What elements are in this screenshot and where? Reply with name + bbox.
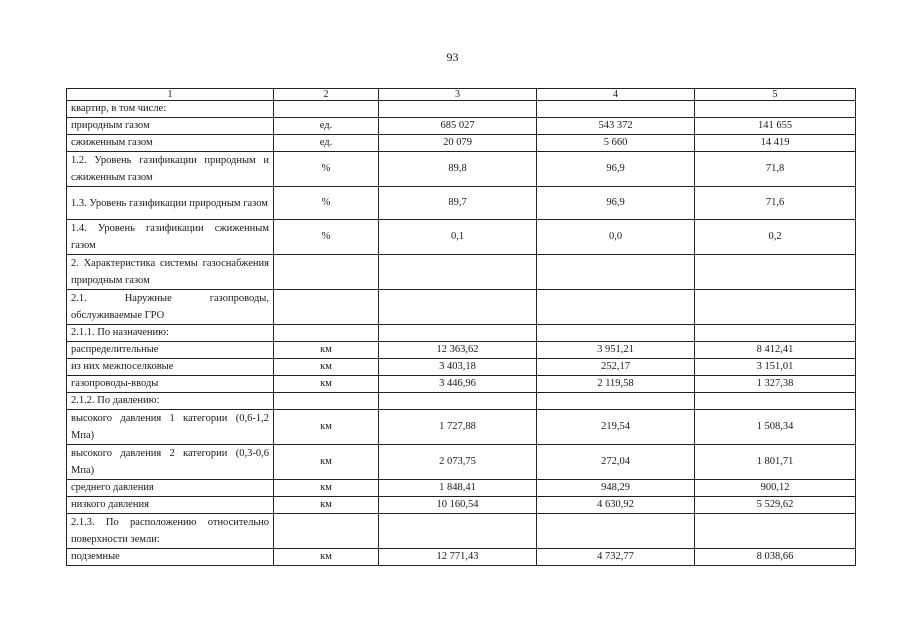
value-cell-col5: 71,8 bbox=[695, 152, 856, 187]
table-row bbox=[67, 514, 856, 549]
table-row bbox=[67, 445, 856, 480]
unit-cell: км bbox=[274, 445, 379, 480]
value-cell-col4: 252,17 bbox=[537, 359, 695, 376]
value-cell-col3: 1 848,41 bbox=[379, 480, 537, 497]
unit-cell: км bbox=[274, 359, 379, 376]
row-label-cell: 2.1.3. По расположению относительно поверхности земли: bbox=[67, 514, 274, 549]
value-cell-col3: 89,7 bbox=[379, 187, 537, 220]
table-row bbox=[67, 359, 856, 376]
value-cell-col3: 3 403,18 bbox=[379, 359, 537, 376]
value-cell-col4: 5 660 bbox=[537, 135, 695, 152]
row-label-cell: подземные bbox=[67, 549, 274, 566]
unit-cell: км bbox=[274, 410, 379, 445]
value-cell-col4 bbox=[537, 393, 695, 410]
table-row bbox=[67, 342, 856, 359]
unit-cell bbox=[274, 514, 379, 549]
row-label-cell: 2.1.2. По давлению: bbox=[67, 393, 274, 410]
value-cell-col4: 219,54 bbox=[537, 410, 695, 445]
value-cell-col5 bbox=[695, 514, 856, 549]
table-header-row bbox=[67, 89, 856, 101]
value-cell-col5 bbox=[695, 325, 856, 342]
row-label-cell: среднего давления bbox=[67, 480, 274, 497]
unit-cell: км bbox=[274, 480, 379, 497]
unit-cell bbox=[274, 101, 379, 118]
table-row bbox=[67, 290, 856, 325]
table-row bbox=[67, 480, 856, 497]
row-label-cell: сжиженным газом bbox=[67, 135, 274, 152]
value-cell-col4 bbox=[537, 255, 695, 290]
value-cell-col5: 3 151,01 bbox=[695, 359, 856, 376]
value-cell-col4: 96,9 bbox=[537, 152, 695, 187]
data-table bbox=[66, 88, 856, 566]
row-label-cell: высокого давления 1 категории (0,6-1,2 Мпа) bbox=[67, 410, 274, 445]
table-row bbox=[67, 135, 856, 152]
table-row bbox=[67, 152, 856, 187]
value-cell-col3 bbox=[379, 325, 537, 342]
value-cell-col5 bbox=[695, 290, 856, 325]
unit-cell: ед. bbox=[274, 118, 379, 135]
table-row bbox=[67, 549, 856, 566]
value-cell-col5 bbox=[695, 393, 856, 410]
table-row bbox=[67, 118, 856, 135]
unit-cell bbox=[274, 255, 379, 290]
value-cell-col4: 3 951,21 bbox=[537, 342, 695, 359]
value-cell-col5: 71,6 bbox=[695, 187, 856, 220]
value-cell-col4 bbox=[537, 290, 695, 325]
table-row bbox=[67, 101, 856, 118]
unit-cell bbox=[274, 290, 379, 325]
value-cell-col4: 96,9 bbox=[537, 187, 695, 220]
value-cell-col3: 89,8 bbox=[379, 152, 537, 187]
row-label-cell: 1.2. Уровень газификации природным и сжиженным газом bbox=[67, 152, 274, 187]
value-cell-col4: 2 119,58 bbox=[537, 376, 695, 393]
table-row bbox=[67, 220, 856, 255]
page-number: 93 bbox=[446, 50, 459, 64]
value-cell-col5: 8 412,41 bbox=[695, 342, 856, 359]
unit-cell: % bbox=[274, 152, 379, 187]
value-cell-col3 bbox=[379, 255, 537, 290]
value-cell-col3 bbox=[379, 514, 537, 549]
value-cell-col5: 141 655 bbox=[695, 118, 856, 135]
row-label-cell: высокого давления 2 категории (0,3-0,6 Мпа) bbox=[67, 445, 274, 480]
value-cell-col3: 12 363,62 bbox=[379, 342, 537, 359]
value-cell-col4 bbox=[537, 101, 695, 118]
unit-cell: % bbox=[274, 187, 379, 220]
value-cell-col3: 10 160,54 bbox=[379, 497, 537, 514]
value-cell-col4: 272,04 bbox=[537, 445, 695, 480]
unit-cell: ед. bbox=[274, 135, 379, 152]
unit-cell bbox=[274, 393, 379, 410]
row-label-cell: низкого давления bbox=[67, 497, 274, 514]
value-cell-col3: 2 073,75 bbox=[379, 445, 537, 480]
table-row bbox=[67, 255, 856, 290]
row-label-cell: 2. Характеристика системы газоснабжения природным газом bbox=[67, 255, 274, 290]
row-label-cell: газопроводы-вводы bbox=[67, 376, 274, 393]
header-cell-3: 3 bbox=[379, 89, 537, 101]
value-cell-col5 bbox=[695, 101, 856, 118]
value-cell-col4: 543 372 bbox=[537, 118, 695, 135]
row-label-cell: природным газом bbox=[67, 118, 274, 135]
table-row bbox=[67, 410, 856, 445]
value-cell-col3 bbox=[379, 393, 537, 410]
value-cell-col3: 685 027 bbox=[379, 118, 537, 135]
row-label-cell: 1.4. Уровень газификации сжиженным газом bbox=[67, 220, 274, 255]
value-cell-col5: 1 801,71 bbox=[695, 445, 856, 480]
value-cell-col3: 1 727,88 bbox=[379, 410, 537, 445]
unit-cell bbox=[274, 325, 379, 342]
unit-cell: % bbox=[274, 220, 379, 255]
value-cell-col4: 4 630,92 bbox=[537, 497, 695, 514]
unit-cell: км bbox=[274, 376, 379, 393]
row-label-cell: распределительные bbox=[67, 342, 274, 359]
header-cell-5: 5 bbox=[695, 89, 856, 101]
unit-cell: км bbox=[274, 549, 379, 566]
value-cell-col5: 14 419 bbox=[695, 135, 856, 152]
table-row bbox=[67, 187, 856, 220]
value-cell-col3: 12 771,43 bbox=[379, 549, 537, 566]
row-label-cell: 2.1. Наружные газопроводы, обслуживаемые ГРО bbox=[67, 290, 274, 325]
value-cell-col5: 900,12 bbox=[695, 480, 856, 497]
table-row bbox=[67, 497, 856, 514]
header-cell-2: 2 bbox=[274, 89, 379, 101]
header-cell-1: 1 bbox=[67, 89, 274, 101]
table-row bbox=[67, 325, 856, 342]
unit-cell: км bbox=[274, 342, 379, 359]
value-cell-col4: 948,29 bbox=[537, 480, 695, 497]
value-cell-col3: 3 446,96 bbox=[379, 376, 537, 393]
value-cell-col5: 5 529,62 bbox=[695, 497, 856, 514]
unit-cell: км bbox=[274, 497, 379, 514]
value-cell-col4: 0,0 bbox=[537, 220, 695, 255]
value-cell-col3: 20 079 bbox=[379, 135, 537, 152]
value-cell-col5: 8 038,66 bbox=[695, 549, 856, 566]
value-cell-col4 bbox=[537, 514, 695, 549]
row-label-cell: квартир, в том числе: bbox=[67, 101, 274, 118]
value-cell-col4: 4 732,77 bbox=[537, 549, 695, 566]
value-cell-col5: 1 327,38 bbox=[695, 376, 856, 393]
value-cell-col4 bbox=[537, 325, 695, 342]
value-cell-col5: 1 508,34 bbox=[695, 410, 856, 445]
value-cell-col3 bbox=[379, 101, 537, 118]
row-label-cell: 2.1.1. По назначению: bbox=[67, 325, 274, 342]
value-cell-col5: 0,2 bbox=[695, 220, 856, 255]
value-cell-col3: 0,1 bbox=[379, 220, 537, 255]
value-cell-col5 bbox=[695, 255, 856, 290]
row-label-cell: 1.3. Уровень газификации природным газом bbox=[67, 187, 274, 220]
table-row bbox=[67, 376, 856, 393]
table-row bbox=[67, 393, 856, 410]
row-label-cell: из них межпоселковые bbox=[67, 359, 274, 376]
value-cell-col3 bbox=[379, 290, 537, 325]
header-cell-4: 4 bbox=[537, 89, 695, 101]
